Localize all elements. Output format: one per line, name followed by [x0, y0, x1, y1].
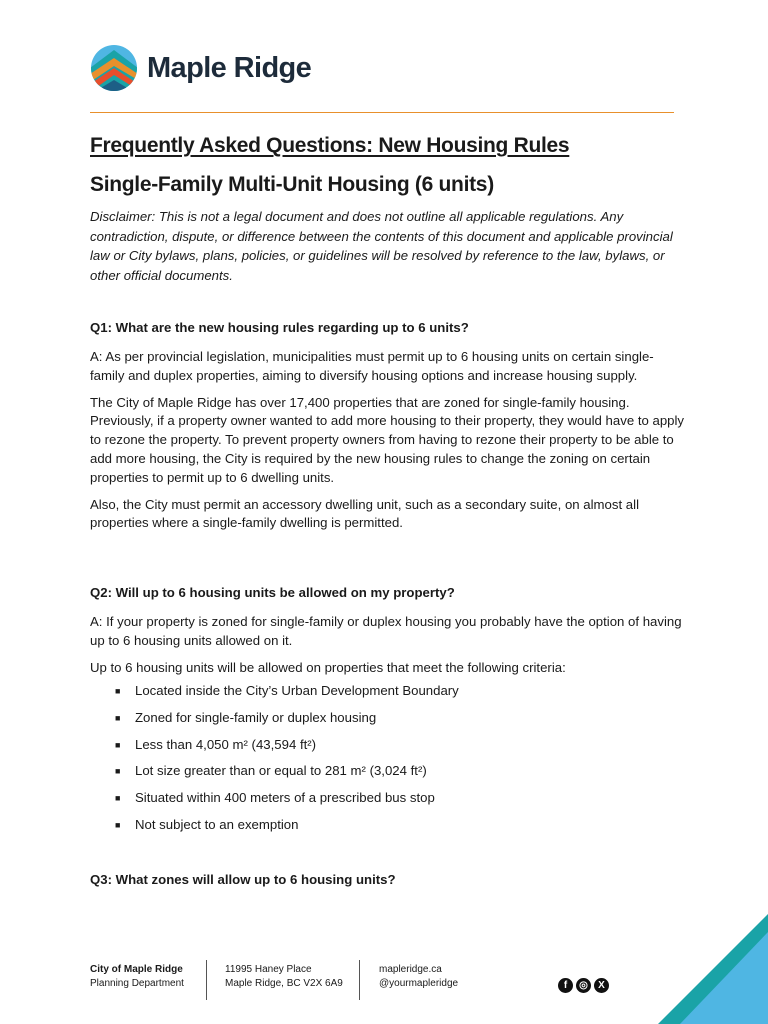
bullet-square-icon: ■: [115, 793, 121, 804]
footer-address-line: 11995 Haney Place: [225, 964, 312, 975]
answer-paragraph: A: As per provincial legislation, municipalities must permit up to 6 housing units on certain single-family and duplex properties, aiming to diversify housing options and increase housing supply.: [90, 349, 654, 383]
bullet-square-icon: ■: [115, 739, 121, 750]
footer-org-name: City of Maple Ridge: [90, 964, 183, 975]
list-item-text: Lot size greater than or equal to 281 m² (3,024 ft²): [135, 763, 427, 779]
list-item: [115, 682, 675, 709]
question-heading: Q2: Will up to 6 housing units be allowed on my property?: [90, 585, 455, 600]
list-item: [115, 789, 675, 816]
footer-address-line: Maple Ridge, BC V2X 6A9: [225, 978, 343, 989]
answer-paragraph: A: If your property is zoned for single-family or duplex housing you probably have the option of having up to 6 housing units allowed on it.: [90, 614, 682, 648]
faq-q3: [90, 872, 684, 887]
page-subtitle: Single-Family Multi-Unit Housing (6 units): [90, 173, 494, 196]
faq-q1: [90, 320, 684, 533]
disclaimer-text: Disclaimer: This is not a legal document and does not outline all applicable regulations. Any contradiction, dispute, or difference between the contents of this document and applicable provincial law or City bylaws, plans, policies, or guidelines will be resolved by reference to the law, bylaws, or other official documents.: [90, 209, 673, 283]
page-title: Frequently Asked Questions: New Housing Rules: [90, 134, 570, 157]
list-item: [115, 816, 675, 843]
bullet-square-icon: ■: [115, 712, 121, 723]
instagram-icon[interactable]: ◎: [576, 978, 591, 993]
bullet-square-icon: ■: [115, 686, 121, 696]
faq-q2: [90, 585, 684, 677]
criteria-list: [115, 682, 675, 843]
list-item-text: Less than 4,050 m² (43,594 ft²): [135, 736, 317, 752]
x-icon[interactable]: X: [594, 978, 609, 993]
header-divider: [90, 112, 674, 113]
list-item-text: Located inside the City’s Urban Development Boundary: [135, 683, 459, 698]
question-heading: Q3: What zones will allow up to 6 housing units?: [90, 872, 396, 887]
logo-text: Maple Ridge: [147, 51, 312, 84]
list-item: [115, 736, 675, 763]
answer-paragraph: Up to 6 housing units will be allowed on properties that meet the following criteria:: [90, 659, 566, 675]
bullet-square-icon: ■: [115, 819, 121, 830]
footer-divider: [206, 960, 207, 1000]
bullet-square-icon: ■: [115, 766, 121, 777]
logo-mark-icon: [90, 44, 138, 92]
list-item-text: Situated within 400 meters of a prescribed bus stop: [135, 790, 435, 806]
footer-contact: [379, 963, 458, 991]
answer-paragraph: The City of Maple Ridge has over 17,400 properties that are zoned for single-family housing. Previously, if a property owner wanted to add more housing to their property, they would have to apply to rezone the property. To prevent property owners from having to rezone their property to be able to add more housing, the City is required by the new housing rules to change the zoning on certain properties to permit up to 6 dwelling units.: [90, 394, 685, 485]
footer-department: Planning Department: [90, 978, 184, 989]
footer-social-handle[interactable]: @yourmapleridge: [379, 978, 459, 989]
footer-corner-graphic: [608, 914, 768, 1024]
social-icons: [558, 978, 612, 993]
footer-org: [90, 963, 184, 991]
answer-paragraph: Also, the City must permit an accessory dwelling unit, such as a secondary suite, on almost all properties where a single-family dwelling is permitted.: [90, 496, 639, 531]
footer-address: [225, 963, 343, 991]
list-item: [115, 709, 675, 736]
maple-ridge-logo: [90, 44, 311, 92]
list-item: [115, 762, 675, 789]
list-item-text: Zoned for single-family or duplex housing: [135, 709, 377, 725]
list-item-text: Not subject to an exemption: [135, 816, 299, 832]
footer-website-link[interactable]: mapleridge.ca: [379, 964, 442, 975]
facebook-icon[interactable]: f: [558, 978, 573, 993]
footer-divider: [359, 960, 360, 1000]
question-heading: Q1: What are the new housing rules regarding up to 6 units?: [90, 320, 469, 335]
